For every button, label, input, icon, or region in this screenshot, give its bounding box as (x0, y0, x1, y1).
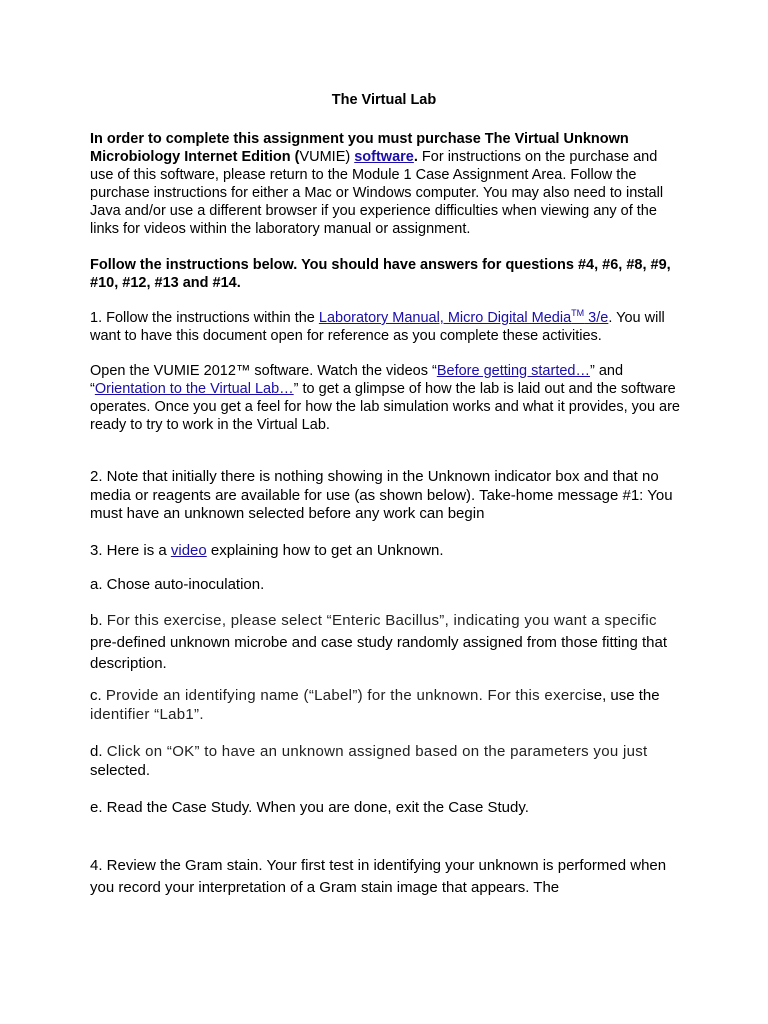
step-1-rest: . You will want to have this document open for reference as you complete these activities. (90, 310, 665, 344)
step-d-rest: selected. (90, 761, 151, 779)
step-1-paragraph (90, 309, 680, 345)
step-c-light-text: Provide an identifying name (“Label”) for the unknown. For this exerci (105, 687, 587, 704)
step-a-paragraph: a. Chose auto-inoculation. (90, 576, 265, 593)
step-d-label: d. (90, 743, 107, 760)
open-rest: ” to get a glimpse of how the lab is laid out and the software operates. Once you get a feel for how the lab simulation works and what it provides, you are ready to try to work in the Virtual Lab. (90, 381, 680, 433)
step-b-paragraph (90, 610, 680, 675)
lab-manual-link-text: Laboratory Manual, Micro Digital Media (318, 310, 572, 326)
intro-bold-period: . (413, 149, 418, 165)
software-link[interactable]: software (354, 149, 414, 165)
lab-manual-link-tail: 3/e (584, 310, 609, 326)
step-3-paragraph (90, 542, 680, 561)
orientation-link[interactable]: Orientation to the Virtual Lab… (94, 381, 294, 397)
video-link[interactable]: video (170, 542, 207, 559)
before-getting-started-link[interactable]: Before getting started… (436, 363, 590, 379)
intro-rest: For instructions on the purchase and use of this software, please return to the Module 1 Case Assignment Area. Follow the purchase instructions for either a Mac or Windows computer. You may also need to install Java and/or use a different browser if you experience difficulties when viewing any of the links for videos within the laboratory manual or assignment. (90, 149, 664, 237)
step-3-rest: explaining how to get an Unknown. (206, 542, 444, 559)
step-c-paragraph (90, 687, 680, 724)
open-lead: Open the VUMIE 2012™ software. Watch the videos “ (90, 363, 437, 379)
step-d-light-text: Click on “OK” to have an unknown assigned based on the parameters you just (106, 743, 648, 760)
intro-bold-lead: In order to complete this assignment you must purchase The Virtual Unknown Microbiology Internet Edition ( (90, 131, 629, 165)
step-c-light-text-2: identifier “Lab1”. (90, 705, 204, 723)
step-b-rest: pre-defined unknown microbe and case study randomly assigned from those fitting that description. (90, 633, 667, 672)
open-vumie-paragraph (90, 362, 680, 434)
page-title: The Virtual Lab (331, 92, 437, 108)
step-d-paragraph (90, 743, 680, 780)
open-mid: ” and “ (90, 363, 624, 397)
step-b-label: b. (90, 612, 107, 629)
step-1-lead: 1. Follow the instructions within the (90, 310, 319, 326)
trademark-superscript: TM (571, 308, 585, 318)
intro-vumie: VUMIE) (299, 149, 351, 165)
step-2-paragraph: 2. Note that initially there is nothing showing in the Unknown indicator box and that no media or reagents are available for use (as shown below). Take-home message #1: You must have an unknown selected before any work can begin (90, 468, 673, 522)
step-e-paragraph: e. Read the Case Study. When you are done, exit the Case Study. (90, 799, 529, 816)
step-3-lead: 3. Here is a (90, 542, 171, 559)
step-4-paragraph: 4. Review the Gram stain. Your first test in identifying your unknown is performed when you record your interpretation of a Gram stain image that appears. The (90, 857, 667, 896)
step-c-label: c. (90, 687, 106, 704)
step-b-light-text: For this exercise, please select “Enteric Bacillus”, indicating you want a specific (106, 612, 657, 629)
lab-manual-link[interactable] (319, 310, 608, 326)
follow-instructions: Follow the instructions below. You should have answers for questions #4, #6, #8, #9, #10, #12, #13 and #14. (90, 257, 671, 291)
step-c-rest: se, use the (586, 687, 660, 704)
intro-paragraph (90, 130, 680, 238)
